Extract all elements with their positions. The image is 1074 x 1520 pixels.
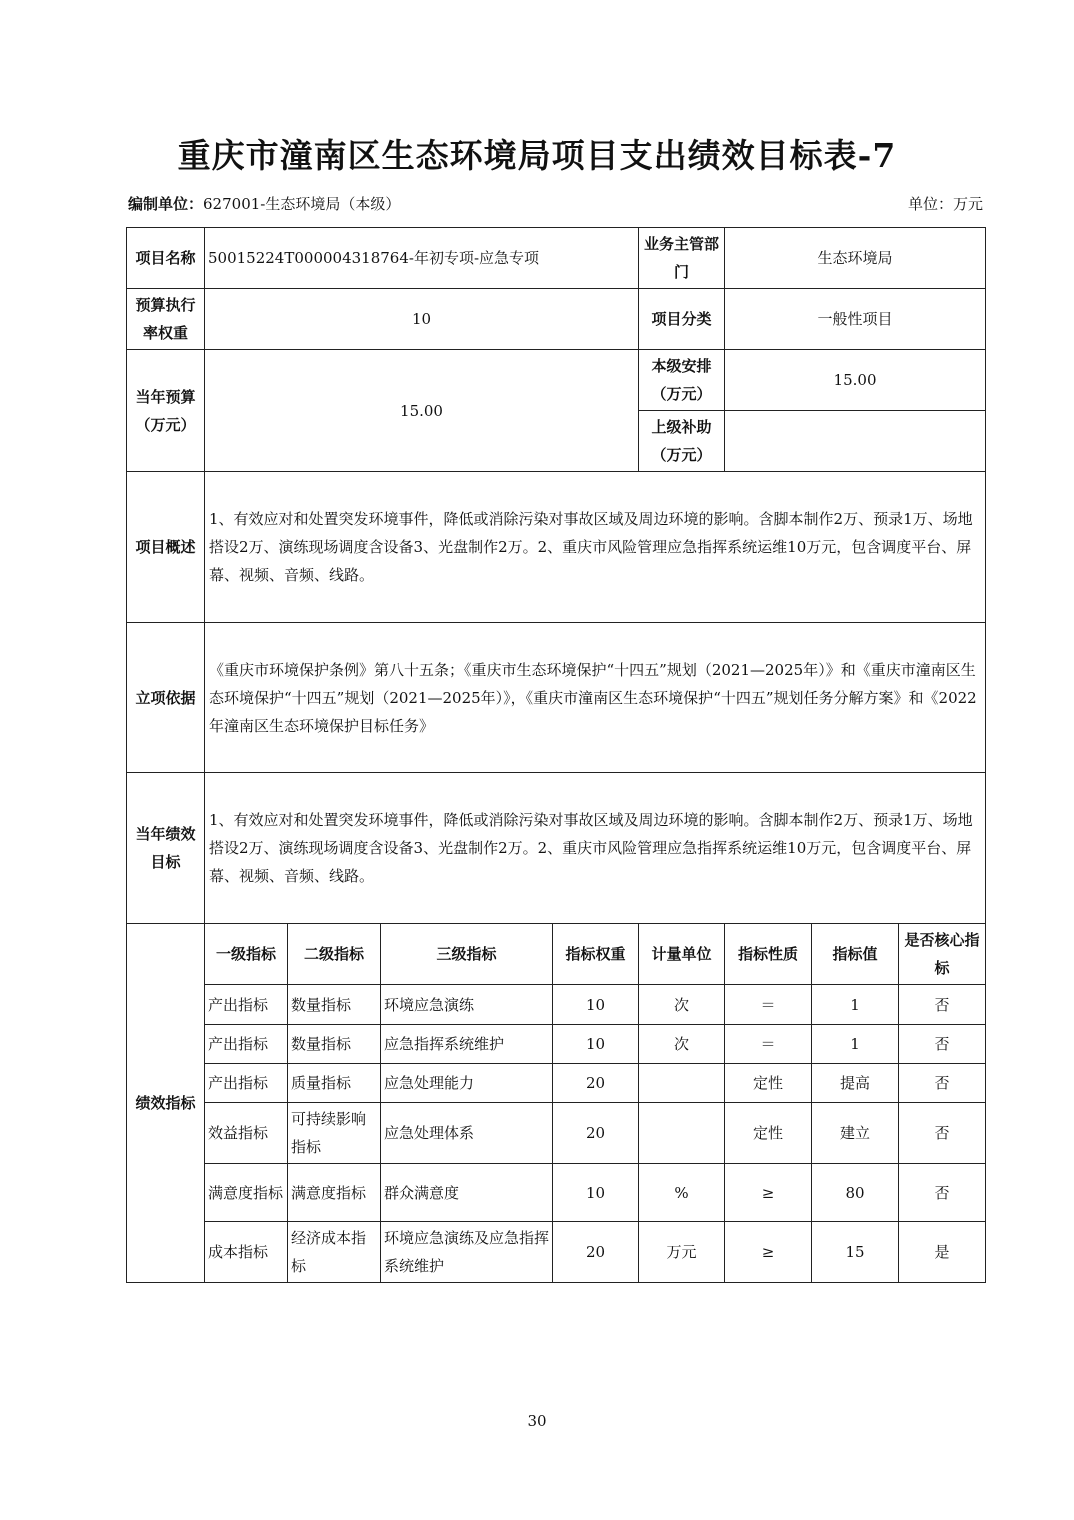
cell-nature: ≥ [725, 1222, 812, 1283]
cell-level1: 成本指标 [205, 1222, 288, 1283]
cell-core: 否 [899, 1164, 986, 1222]
cell-weight: 20 [553, 1222, 639, 1283]
row-basis [127, 623, 986, 773]
cell-value: 1 [812, 1025, 899, 1064]
cell-level1: 产出指标 [205, 985, 288, 1025]
dept-value: 生态环境局 [725, 228, 986, 289]
row-overview [127, 472, 986, 623]
compiling-unit-value: 627001-生态环境局（本级） [203, 195, 401, 213]
cell-core: 否 [899, 1064, 986, 1103]
cell-level1: 效益指标 [205, 1103, 288, 1164]
table-row [127, 1164, 986, 1222]
cell-level3: 环境应急演练 [381, 985, 553, 1025]
cell-nature: 定性 [725, 1064, 812, 1103]
cell-nature: ≥ [725, 1164, 812, 1222]
category-value: 一般性项目 [725, 289, 986, 350]
overview-text: 1、有效应对和处置突发环境事件，降低或消除污染对事故区域及周边环境的影响。含脚本制作2万、预录1万、场地搭设2万、演练现场调度含设备3、光盘制作2万。2、重庆市风险管理应急指挥系统运维10万元，包含调度平台、屏幕、视频、音频、线路。 [205, 472, 986, 623]
cell-level3: 群众满意度 [381, 1164, 553, 1222]
cell-value: 15 [812, 1222, 899, 1283]
cell-unit: 次 [639, 1025, 725, 1064]
header-weight: 指标权重 [553, 924, 639, 985]
cell-weight: 10 [553, 1025, 639, 1064]
basis-text: 《重庆市环境保护条例》第八十五条；《重庆市生态环境保护“十四五”规划（2021—2025年）》和《重庆市潼南区生态环境保护“十四五”规划（2021—2025年）》，《重庆市潼南区生态环境保护“十四五”规划任务分解方案》和《2022年潼南区生态环境保护目标任务》 [205, 623, 986, 773]
cell-level2: 经济成本指标 [288, 1222, 381, 1283]
cell-level1: 产出指标 [205, 1025, 288, 1064]
header-level2: 二级指标 [288, 924, 381, 985]
header-core: 是否核心指标 [899, 924, 986, 985]
row-budget-local [127, 350, 986, 411]
goal-text: 1、有效应对和处置突发环境事件，降低或消除污染对事故区域及周边环境的影响。含脚本制作2万、预录1万、场地搭设2万、演练现场调度含设备3、光盘制作2万。2、重庆市风险管理应急指挥系统运维10万元，包含调度平台、屏幕、视频、音频、线路。 [205, 773, 986, 924]
cell-weight: 10 [553, 985, 639, 1025]
header-unit: 计量单位 [639, 924, 725, 985]
table-row [127, 985, 986, 1025]
cell-value: 1 [812, 985, 899, 1025]
cell-unit: 次 [639, 985, 725, 1025]
cell-nature: ＝ [725, 1025, 812, 1064]
cell-level1: 产出指标 [205, 1064, 288, 1103]
cell-weight: 20 [553, 1103, 639, 1164]
row-project-name [127, 228, 986, 289]
category-label: 项目分类 [639, 289, 725, 350]
cell-nature: 定性 [725, 1103, 812, 1164]
performance-table [126, 227, 986, 1283]
table-row [127, 1103, 986, 1164]
cell-value: 80 [812, 1164, 899, 1222]
cell-level3: 应急处理能力 [381, 1064, 553, 1103]
cell-level2: 质量指标 [288, 1064, 381, 1103]
compiling-unit-label: 编制单位： [128, 195, 204, 213]
weight-value: 10 [205, 289, 639, 350]
cell-level2: 数量指标 [288, 1025, 381, 1064]
local-value: 15.00 [725, 350, 986, 411]
currency-unit: 单位：万元 [907, 195, 983, 213]
header-value: 指标值 [812, 924, 899, 985]
cell-unit: % [639, 1164, 725, 1222]
cell-unit [639, 1064, 725, 1103]
cell-core: 否 [899, 1103, 986, 1164]
cell-value: 建立 [812, 1103, 899, 1164]
budget-label: 当年预算（万元） [127, 350, 205, 472]
row-goal [127, 773, 986, 924]
project-name-label: 项目名称 [127, 228, 205, 289]
cell-level3: 应急指挥系统维护 [381, 1025, 553, 1064]
cell-weight: 10 [553, 1164, 639, 1222]
table-row [127, 1222, 986, 1283]
goal-label: 当年绩效目标 [127, 773, 205, 924]
header-level1: 一级指标 [205, 924, 288, 985]
page-title: 重庆市潼南区生态环境局项目支出绩效目标表-7 [177, 136, 897, 175]
cell-level3: 环境应急演练及应急指挥系统维护 [381, 1222, 553, 1283]
upper-value [725, 411, 986, 472]
cell-core: 否 [899, 985, 986, 1025]
cell-core: 否 [899, 1025, 986, 1064]
cell-level3: 应急处理体系 [381, 1103, 553, 1164]
table-row [127, 1025, 986, 1064]
overview-label: 项目概述 [127, 472, 205, 623]
local-label: 本级安排（万元） [639, 350, 725, 411]
cell-nature: ＝ [725, 985, 812, 1025]
header-nature: 指标性质 [725, 924, 812, 985]
cell-weight: 20 [553, 1064, 639, 1103]
header-level3: 三级指标 [381, 924, 553, 985]
project-name-value: 50015224T000004318764-年初专项-应急专项 [205, 228, 639, 289]
cell-level2: 数量指标 [288, 985, 381, 1025]
cell-unit: 万元 [639, 1222, 725, 1283]
budget-value: 15.00 [205, 350, 639, 472]
cell-core: 是 [899, 1222, 986, 1283]
page-number: 30 [527, 1412, 547, 1430]
indicators-label: 绩效指标 [127, 924, 205, 1283]
table-row [127, 1064, 986, 1103]
cell-level2: 可持续影响指标 [288, 1103, 381, 1164]
basis-label: 立项依据 [127, 623, 205, 773]
compiling-unit [128, 193, 400, 214]
row-execution-weight [127, 289, 986, 350]
indicator-header-row [127, 924, 986, 985]
upper-label: 上级补助（万元） [639, 411, 725, 472]
weight-label: 预算执行率权重 [127, 289, 205, 350]
dept-label: 业务主管部门 [639, 228, 725, 289]
cell-value: 提高 [812, 1064, 899, 1103]
cell-level1: 满意度指标 [205, 1164, 288, 1222]
cell-level2: 满意度指标 [288, 1164, 381, 1222]
cell-unit [639, 1103, 725, 1164]
